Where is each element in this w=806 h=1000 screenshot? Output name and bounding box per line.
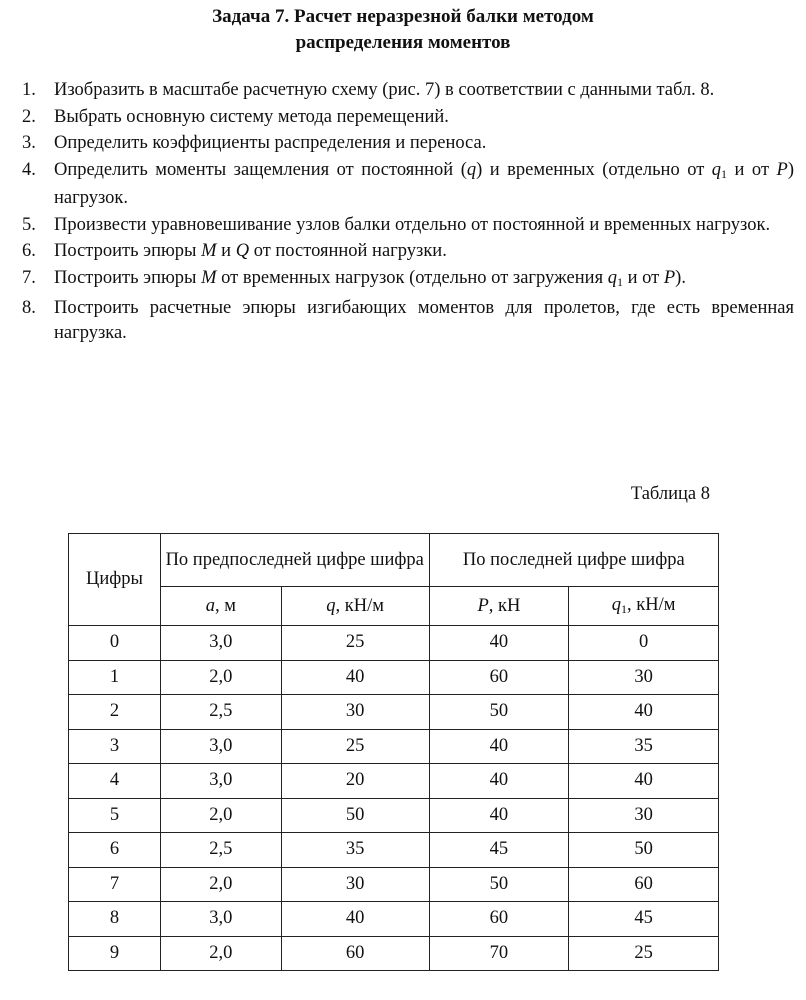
var-M: M [201,267,217,288]
task-number: 4. [22,159,36,180]
header-col-a: a, м [160,587,281,626]
task-item [22,239,794,264]
table-cell: 6 [69,833,161,868]
table-cell: 60 [429,660,569,695]
table-cell: 30 [281,695,429,730]
table-cell: 2,0 [160,798,281,833]
table-cell: 40 [429,764,569,799]
task-number: 6. [22,241,36,261]
table-cell: 3,0 [160,626,281,661]
task-item [22,266,794,295]
var-P: P [663,267,676,288]
table-cell: 50 [429,695,569,730]
table-cell: 3,0 [160,729,281,764]
task-number: 3. [22,133,36,153]
table-cell: 60 [569,867,719,902]
table-body [69,626,719,971]
task-number: 1. [22,80,36,100]
table-cell: 3,0 [160,764,281,799]
table-cell: 40 [281,660,429,695]
table-cell: 2 [69,695,161,730]
task-item [22,78,794,103]
task-text: Построить эпюры M от временных нагрузок (отдельно от загружения $q_1$ и от P). [54,267,686,289]
table-row [69,660,719,695]
task-text: Определить коэффициенты распределения и переноса. [54,133,487,153]
table-cell: 9 [69,936,161,971]
table-cell: 0 [69,626,161,661]
table-row [69,798,719,833]
var-Q: Q [235,241,250,261]
table-cell: 25 [281,729,429,764]
task-number: 5. [22,214,36,235]
var-M: M [201,241,217,261]
task-number: 2. [22,106,36,127]
table-cell: 35 [281,833,429,868]
task-text: Определить моменты защемления от постоянной (q) и временных (отдельно от $q_1$ и от P) нагрузок. [54,159,795,208]
table-cell: 7 [69,867,161,902]
table-cell: 2,0 [160,660,281,695]
task-number: 7. [22,267,36,288]
table-cell: 40 [281,902,429,937]
task-item [22,105,794,130]
var-q1: q [607,267,617,288]
table-cell: 30 [569,798,719,833]
header-digits: Цифры [69,534,161,626]
table-cell: 40 [429,798,569,833]
title-line-1: Задача 7. Расчет неразрезной балки методом [212,6,594,27]
task-text: Изобразить в масштабе расчетную схему (рис. 7) в соответствии с данными табл. 8. [54,80,715,100]
page-title [0,4,806,56]
table-row [69,936,719,971]
table-row [69,695,719,730]
table-cell: 1 [69,660,161,695]
task-text: Выбрать основную систему метода перемещений. [54,106,449,127]
table-cell: 5 [69,798,161,833]
table-cell: 30 [569,660,719,695]
task-item [22,213,794,238]
table-cell: 50 [569,833,719,868]
task-item [22,158,794,211]
table-cell: 2,0 [160,936,281,971]
table-cell: 50 [429,867,569,902]
var-q1: q [711,159,722,180]
table-cell: 25 [281,626,429,661]
task-item [22,296,794,345]
table-row [69,867,719,902]
table-cell: 2,5 [160,695,281,730]
table-cell: 3,0 [160,902,281,937]
task-text: Произвести уравновешивание узлов балки отдельно от постоянной и временных нагрузок. [54,214,771,235]
table-cell: 40 [429,729,569,764]
table-cell: 40 [429,626,569,661]
header-col-q: q, кН/м [281,587,429,626]
table-cell: 2,0 [160,867,281,902]
table-row [69,764,719,799]
var-q: q [466,159,477,180]
table-cell: 4 [69,764,161,799]
header-col-q1: $q_1$, кН/м [569,587,719,626]
var-P: P [776,159,788,180]
table-cell: 60 [429,902,569,937]
data-table [68,533,719,971]
table-row [69,833,719,868]
task-text: Построить расчетные эпюры изгибающих моментов для пролетов, где есть временная нагрузка. [54,298,794,343]
task-list [22,78,794,347]
header-group-last: По последней цифре шифра [429,534,718,587]
table-cell: 35 [569,729,719,764]
table-cell: 40 [569,764,719,799]
table-cell: 3 [69,729,161,764]
task-item [22,131,794,156]
header-col-P: P, кН [429,587,569,626]
table-cell: 60 [281,936,429,971]
task-number: 8. [22,298,36,318]
task-text: Построить эпюры M и Q от постоянной нагрузки. [54,241,447,261]
table-cell: 0 [569,626,719,661]
table-row [69,729,719,764]
table-cell: 30 [281,867,429,902]
table-row [69,902,719,937]
table-caption: Таблица 8 [630,484,710,504]
table-cell: 2,5 [160,833,281,868]
table-cell: 45 [429,833,569,868]
title-line-2: распределения моментов [295,32,511,53]
table-cell: 40 [569,695,719,730]
table-cell: 70 [429,936,569,971]
table-cell: 8 [69,902,161,937]
table-cell: 50 [281,798,429,833]
table-cell: 25 [569,936,719,971]
table-row [69,626,719,661]
table-cell: 20 [281,764,429,799]
table-cell: 45 [569,902,719,937]
header-group-penultimate: По предпоследней цифре шифра [160,534,429,587]
